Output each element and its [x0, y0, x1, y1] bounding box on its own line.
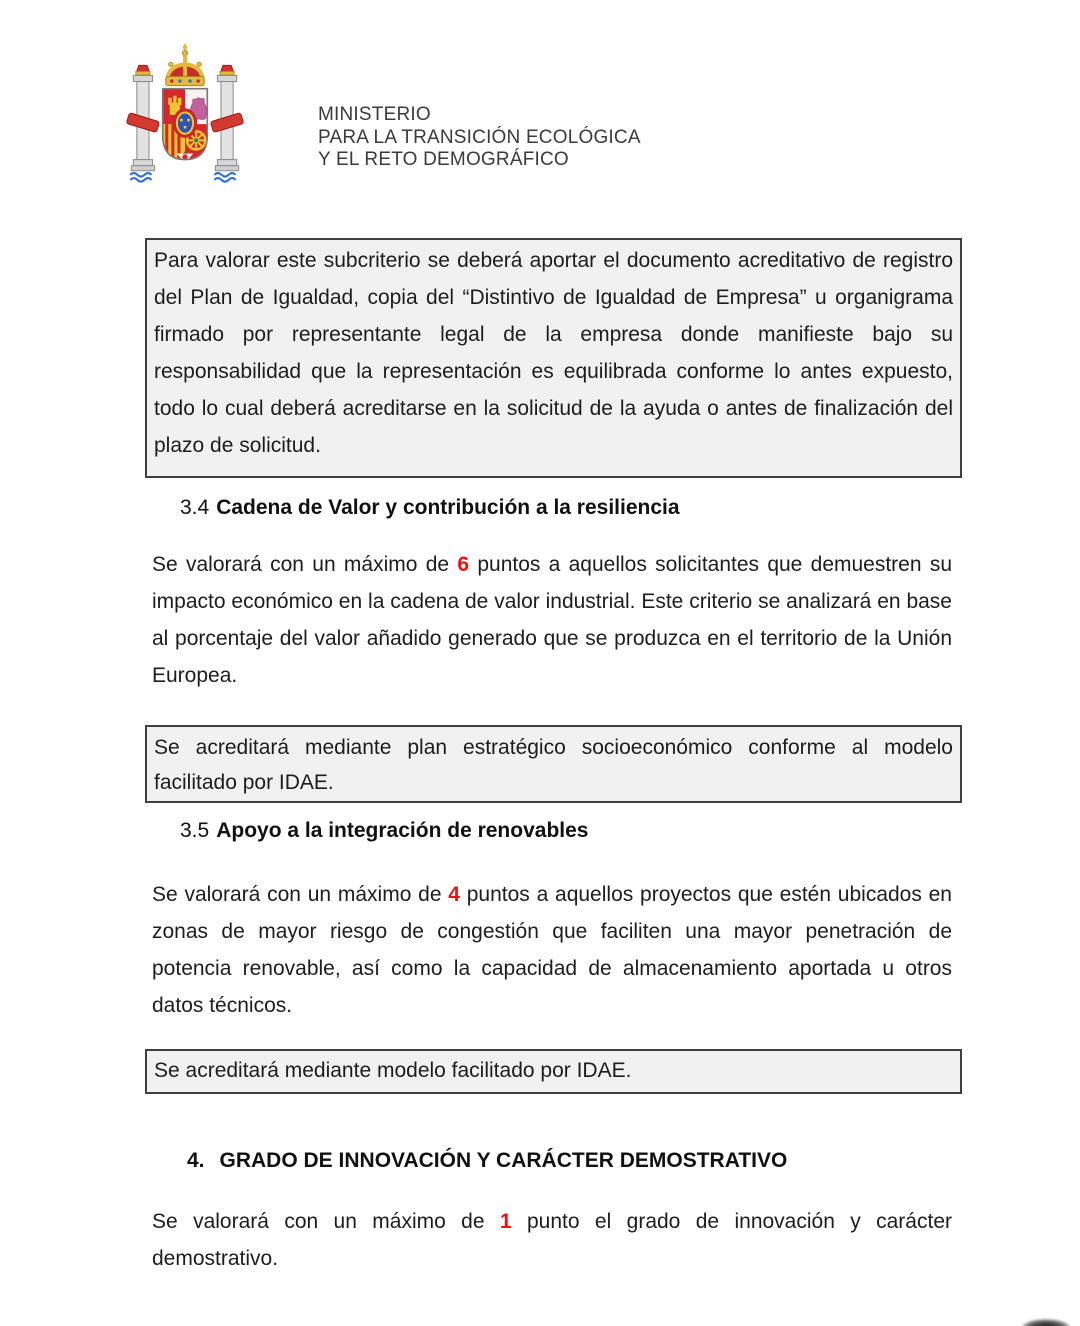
- shield: [163, 89, 208, 164]
- section-title: Cadena de Valor y contribución a la resiliencia: [216, 496, 680, 519]
- ministry-name-line1: MINISTERIO: [318, 104, 431, 125]
- max-points-value: 1: [499, 1210, 512, 1233]
- section-heading-3-4: [180, 494, 680, 521]
- paragraph-text-after: punto el grado de innovación y carácter demostrativo.: [152, 1210, 952, 1270]
- section-heading-3-5: [180, 817, 588, 844]
- info-box-text: Se acreditará mediante modelo facilitado por IDAE.: [154, 1059, 632, 1082]
- info-box-acreditacion-3-5: [145, 1049, 962, 1094]
- paragraph-text-before: Se valorará con un máximo de: [152, 553, 458, 576]
- spain-coat-of-arms-icon: [126, 40, 244, 190]
- section-number: 4.: [187, 1149, 205, 1172]
- page-corner-smudge: [1022, 1319, 1070, 1326]
- royal-crown: [166, 44, 205, 86]
- paragraph-text-after: puntos a aquellos proyectos que estén ubicados en zonas de mayor riesgo de congestión que faciliten una mayor penetración de potencia renovable, así como la capacidad de almacenamiento aportada u otros datos técnicos.: [152, 883, 952, 1017]
- ministry-name-line3: Y EL RETO DEMOGRÁFICO: [318, 149, 569, 170]
- section-number: 3.4: [180, 496, 210, 519]
- paragraph-4: [152, 1203, 952, 1277]
- info-box-text: Se acreditará mediante plan estratégico socioeconómico conforme al modelo facilitado por IDAE.: [154, 736, 953, 794]
- section-title: GRADO DE INNOVACIÓN Y CARÁCTER DEMOSTRATIVO: [219, 1149, 788, 1172]
- paragraph-text-before: Se valorará con un máximo de: [152, 1210, 500, 1233]
- max-points-value: 6: [457, 553, 470, 576]
- info-box-text: Para valorar este subcriterio se deberá aportar el documento acreditativo de registro del Plan de Igualdad, copia del “Distintivo de Igualdad de Empresa” u organigrama firmado por representante legal de la empresa donde manifieste bajo su responsabilidad que la representación es equilibrada conforme lo antes expuesto, todo lo cual deberá acreditarse en la solicitud de la ayuda o antes de finalización del plazo de solicitud.: [154, 249, 953, 457]
- paragraph-3-5: [152, 876, 952, 1024]
- section-title: Apoyo a la integración de renovables: [216, 819, 589, 842]
- max-points-value: 4: [448, 883, 460, 906]
- info-box-acreditacion-3-4: [145, 725, 962, 803]
- right-pillar: [210, 65, 243, 181]
- paragraph-3-4: [152, 546, 952, 694]
- ministry-name-line2: PARA LA TRANSICIÓN ECOLÓGICA: [318, 126, 641, 148]
- info-box-plan-igualdad: [145, 238, 962, 478]
- left-pillar: [126, 65, 159, 181]
- paragraph-text-before: Se valorará con un máximo de: [152, 883, 449, 906]
- ministry-header: [318, 104, 641, 172]
- section-number: 3.5: [180, 819, 210, 842]
- section-heading-4: [187, 1147, 787, 1174]
- paragraph-text-after: puntos a aquellos solicitantes que demuestren su impacto económico en la cadena de valor industrial. Este criterio se analizará en base al porcentaje del valor añadido generado que se produzca en el territorio de la Unión Europea.: [152, 553, 952, 687]
- spain-coat-of-arms-logo: [126, 40, 244, 190]
